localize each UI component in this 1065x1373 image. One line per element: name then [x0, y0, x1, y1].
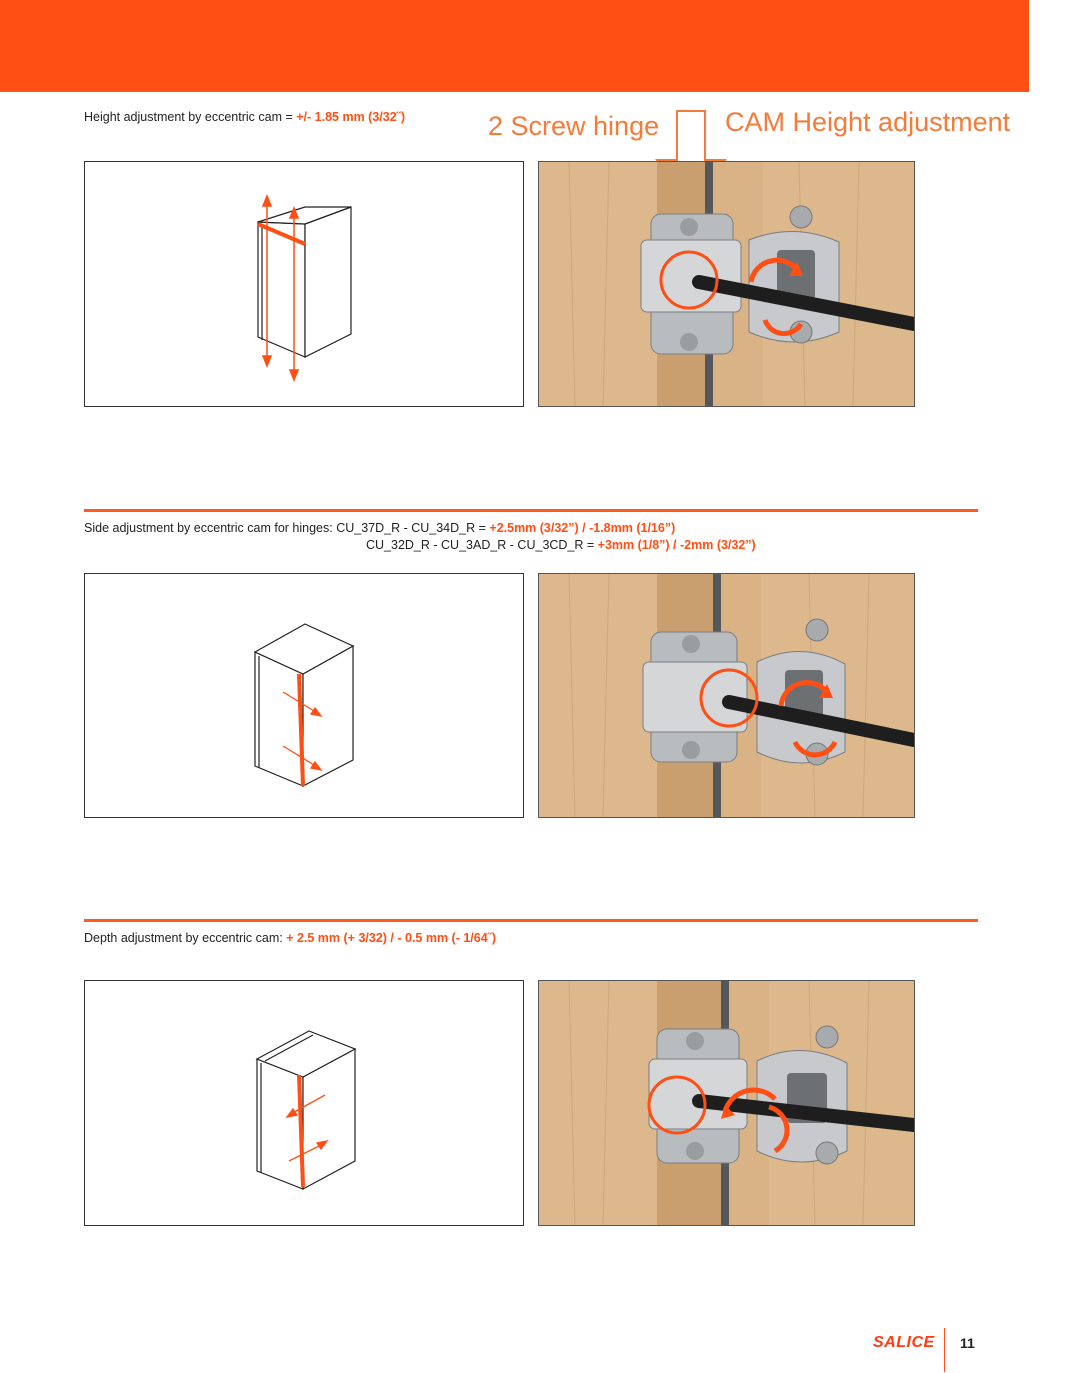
- height-caption: [84, 110, 405, 124]
- hinge-depth-photo-icon: [539, 981, 914, 1225]
- section-divider: [84, 509, 978, 512]
- height-value: +/- 1.85 mm (3/32˝): [296, 110, 405, 124]
- height-diagram-panel: [84, 161, 524, 407]
- annotation-cam-height: CAM Height adjustment: [725, 107, 1011, 137]
- cabinet-side-diagram-icon: [85, 574, 523, 817]
- side-photo: [538, 573, 915, 818]
- hinge-side-photo-icon: [539, 574, 914, 817]
- side-caption-line2: [366, 538, 756, 552]
- footer-divider: [944, 1328, 945, 1372]
- side-caption: [84, 521, 675, 535]
- side-diagram-panel: [84, 573, 524, 818]
- header-bar: [0, 0, 1029, 92]
- side-value2: +3mm (1/8”) / -2mm (3/32”): [597, 538, 756, 552]
- cabinet-height-diagram-icon: [85, 162, 523, 406]
- cabinet-depth-diagram-icon: [85, 981, 523, 1225]
- depth-caption: [84, 931, 496, 945]
- depth-diagram-panel: [84, 980, 524, 1226]
- height-caption-text: Height adjustment by eccentric cam =: [84, 110, 297, 124]
- side-caption2-text: CU_32D_R - CU_3AD_R - CU_3CD_R =: [366, 538, 598, 552]
- side-caption-text: Side adjustment by eccentric cam for hinges: CU_37D_R - CU_34D_R =: [84, 521, 490, 535]
- side-value: +2.5mm (3/32”) / -1.8mm (1/16”): [489, 521, 676, 535]
- height-photo: [538, 161, 915, 407]
- salice-logo: SALICE: [873, 1334, 935, 1351]
- depth-caption-text: Depth adjustment by eccentric cam:: [84, 931, 287, 945]
- section-divider-2: [84, 919, 978, 922]
- annotation-2-screw-hinge: 2 Screw hinge: [488, 111, 660, 141]
- hinge-height-photo-icon: [539, 162, 914, 406]
- page-number: 11: [960, 1335, 975, 1351]
- depth-value: + 2.5 mm (+ 3/32) / - 0.5 mm (- 1/64˝): [286, 931, 496, 945]
- depth-photo: [538, 980, 915, 1226]
